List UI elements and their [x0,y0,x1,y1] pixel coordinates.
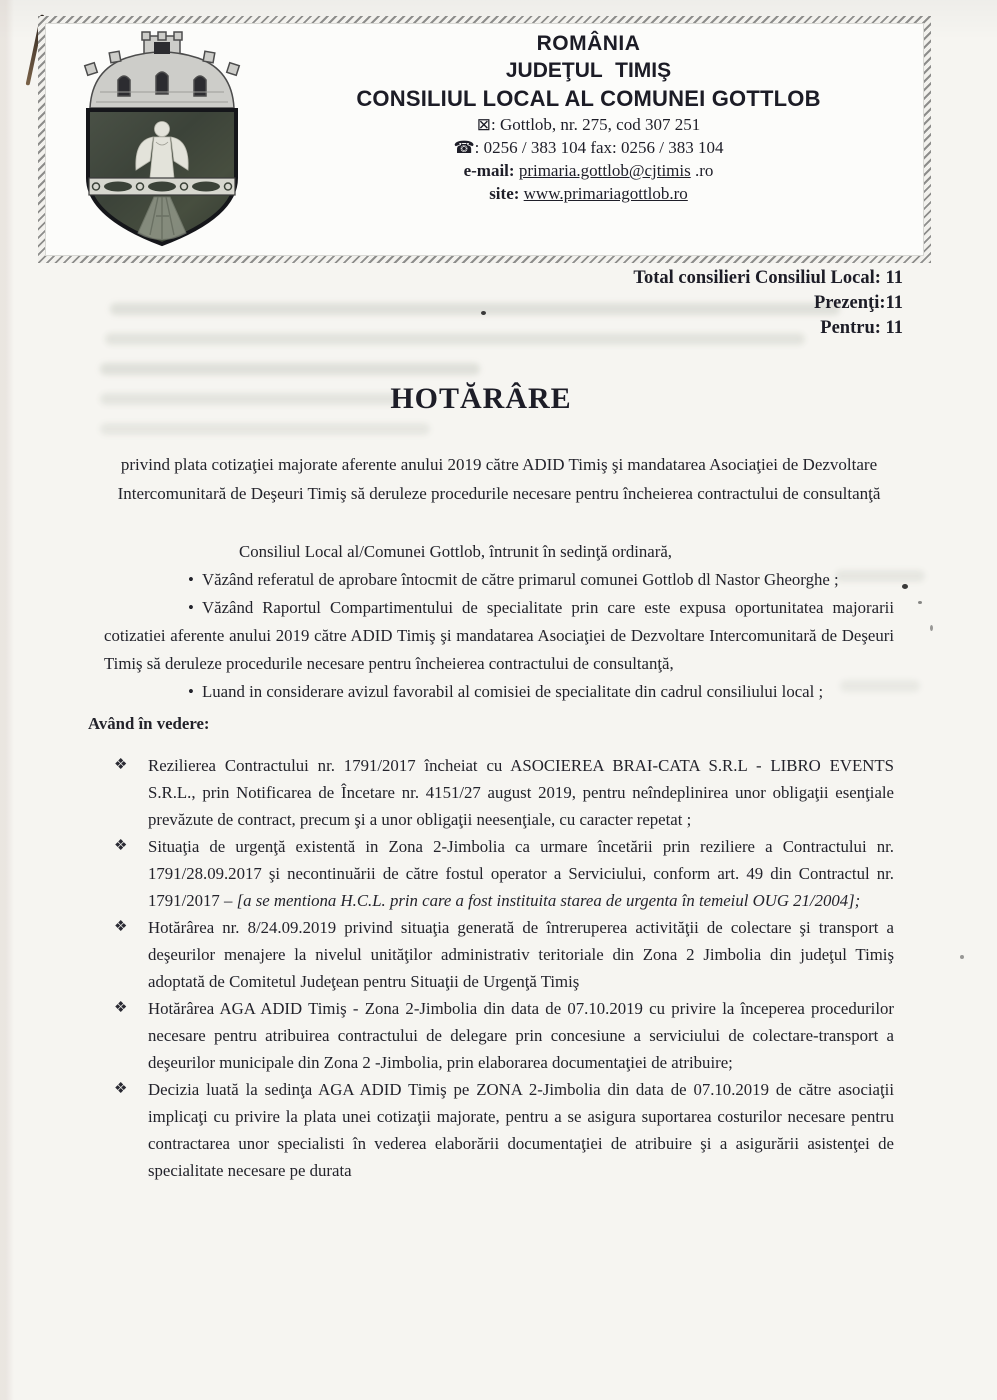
letterhead-box [38,16,931,263]
consideration-text: Hotărârea AGA ADID Timiş - Zona 2-Jimbolia din data de 07.10.2019 cu privire la începerea procedurilor necesare pentru atribuirea contractului de delegare prin concesiune a serviciului de colectare-transport a deşeurilor municipale din Zona 2 -Jimbolia, prin elaborarea documentaţiei de atribuire; [148,999,894,1072]
scan-speck [902,584,908,589]
mural-crown-icon [85,32,240,108]
tally-present: Prezenţi:11 [813,293,903,313]
scan-speck [481,311,486,315]
consideration-item [104,752,894,833]
having-heading: Având în vedere: [88,714,210,733]
consideration-text: Rezilierea Contractului nr. 1791/2017 încheiat cu ASOCIEREA BRAI-CATA S.R.L - LIBRO EVENTS S.R.L., prin Notificarea de Încetare nr. 4151/27 august 2019, pentru neîndeplinirea unor obligaţii esenţiale prevăzute de contract, precum şi a unor obligaţii neesenţiale, cu caracter repetat ; [148,756,894,829]
consideration-item [104,914,894,995]
scan-speck [918,601,922,604]
address-text: : Gottlob, nr. 275, cod 307 251 [491,115,701,134]
intro-bullet-text: Luand in considerare avizul favorabil al comisiei de specialitate din cadrul consiliului local ; [202,682,824,701]
intro-bullet-text: Văzând Raportul Compartimentului de specialitate prin care este expusa oportunitatea majorarii cotizatiei aferente anului 2019 către ADID Timiş şi mandatarea Asociaţiei de Dezvoltare Intercomunitară de Deşeuri Timiş să deruleze procedurile necesare pentru încheierea contractului de consultanţă, [104,598,894,673]
consideration-item [104,995,894,1076]
intro-bullet-text: Văzând referatul de aprobare întocmit de către primarul comunei Gottlob dl Nastor Gheorghe ; [202,570,839,589]
consideration-text: Hotărârea nr. 8/24.09.2019 privind situaţia generată de întreruperea activităţii de colectare şi transport a deşeurilor menajere la nivelul unităţilor administrativ teritoriale din Zona 2 Jimbolia din judeţul Timiş adoptată de Comitetul Judeţean pentru Situaţii de Urgenţă Timiş [148,918,894,991]
consideration-text: Decizia luată la sedinţa AGA ADID Timiş pe ZONA 2-Jimbolia din data de 07.10.2019 de către asociaţii implicaţi cu privire la plata unei cotizaţii majorate, pentru a se asigura suportarea costurilor necesare pentru contractarea unor specialisti în vederea elaborării documentaţiei de atribuire şi a asigurării asistenţei de specialitate necesare pe durata [148,1080,894,1180]
diamond-bullet-icon: ❖ [114,757,128,773]
consideration-item [104,1076,894,1184]
letterhead-text [266,32,911,204]
email-suffix: .ro [690,161,714,180]
scan-speck [930,625,933,631]
address-line [266,115,911,135]
phone-text: : 0256 / 383 104 fax: 0256 / 383 104 [474,138,724,157]
document-subtitle: privind plata cotizaţiei majorate aferente anului 2019 către ADID Timiş şi mandatarea Asociaţiei de Dezvoltare Intercomunitară de Deşeuri Timiş să deruleze procedurile necesare pentru încheierea contractului de consultanţă [117,455,881,503]
round-bullet-icon: • [188,682,194,701]
intro-bullet-item [104,594,894,678]
intro-bullet-item [104,678,894,706]
opening-line: Consiliul Local al/Comunei Gottlob, întrunit în sedinţă ordinară, [239,542,672,561]
bleed-through-artifact [100,363,480,375]
intro-bullet-item [104,566,894,594]
telephone-icon: ☎ [453,138,475,157]
councillor-tally [633,266,903,341]
tally-votes-for: Pentru: 11 [820,318,903,338]
gottlob-coat-of-arms [66,30,258,252]
email-link[interactable]: primaria.gottlob@cjtimis [518,161,691,180]
envelope-icon: ⊠ [476,115,492,134]
diamond-bullet-icon: ❖ [114,1000,128,1016]
document-body [88,538,894,1184]
site-label: site: [489,184,520,203]
council-name: CONSILIUL LOCAL AL COMUNEI GOTTLOB [356,86,821,111]
consideration-item [104,833,894,914]
round-bullet-icon: • [188,598,194,617]
phone-line [266,138,911,158]
ornamental-band [89,178,235,195]
document-title: HOTĂRÂRE [390,382,572,415]
diamond-bullet-icon: ❖ [114,838,128,854]
country-name: ROMÂNIA [536,32,641,55]
bleed-through-artifact [100,423,430,435]
site-link[interactable]: www.primariagottlob.ro [523,184,688,203]
letterhead-inner [45,23,924,256]
scan-speck [960,955,964,959]
diamond-bullet-icon: ❖ [114,919,128,935]
diamond-bullet-icon: ❖ [114,1081,128,1097]
county-name: JUDEŢUL TIMIŞ [505,59,672,82]
consideration-text: Situaţia de urgenţă existentă in Zona 2-Jimbolia ca urmare încetării prin reziliere a Contractului nr. 1791/28.09.2017 şi necontinuării de către fostul operator a Serviciului, conform art. 49 din Contractul nr. 1791/2017 – [148,837,894,910]
round-bullet-icon: • [188,570,194,589]
consideration-italic: [a se mentiona H.C.L. prin care a fost instituita starea de urgenta în temeiul OUG 21/2004]; [236,891,861,910]
email-label: e-mail: [463,161,515,180]
email-line [266,161,911,181]
tally-total: Total consilieri Consiliul Local: 11 [633,268,903,288]
site-line [266,184,911,204]
